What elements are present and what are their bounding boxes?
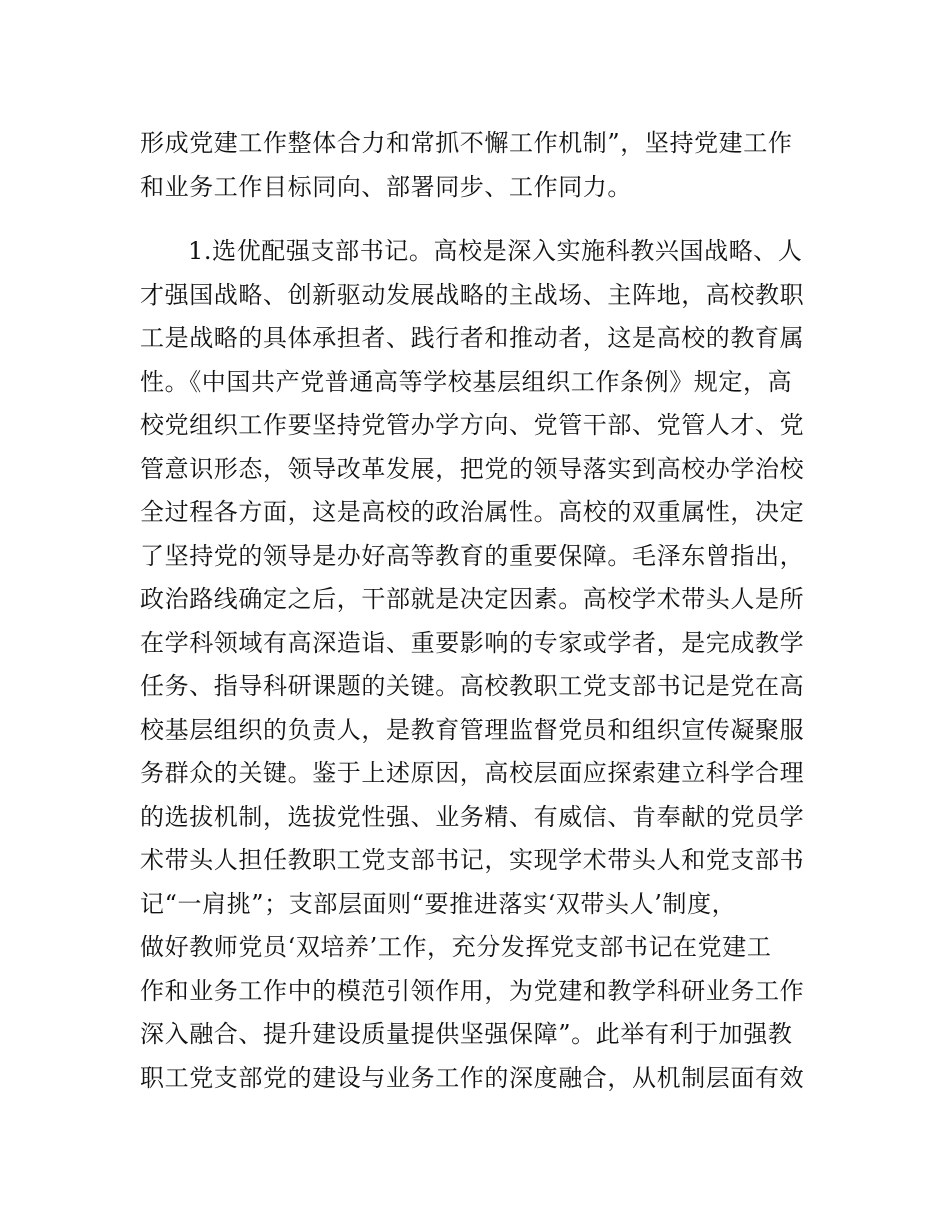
text-line: 工是战略的具体承担者、践行者和推动者，这是高校的教育属 xyxy=(140,324,805,352)
text-line: 政治路线确定之后，干部就是决定因素。高校学术带头人是所 xyxy=(140,585,805,613)
text-line: 管意识形态，领导改革发展，把党的领导落实到高校办学治校 xyxy=(140,454,805,483)
text-line: 深入融合、提升建设质量提供坚强保障”。此举有利于加强教 xyxy=(140,1020,793,1048)
text-line: 的选拔机制，选拔党性强、业务精、有威信、肯奉献的党员学 xyxy=(140,802,805,831)
text-line: 在学科领域有高深造诣、重要影响的专家或学者，是完成教学 xyxy=(140,628,805,657)
text-line: 作和业务工作中的模范引领作用，为党建和教学科研业务工作 xyxy=(140,976,805,1005)
text-line: 做好教师党员‘双培养’工作，充分发挥党支部书记在党建工 xyxy=(140,933,772,961)
text-line: 和业务工作目标同向、部署同步、工作同力。 xyxy=(140,172,632,201)
text-line: 校基层组织的负责人，是教育管理监督党员和组织宣传凝聚服 xyxy=(140,715,805,744)
text-line: 全过程各方面，这是高校的政治属性。高校的双重属性，决定 xyxy=(140,498,805,526)
text-line-first: 1.选优配强支部书记。高校是深入实施科教兴国战略、人 xyxy=(188,237,803,265)
paragraph-1 xyxy=(140,122,820,209)
text-line: 任务、指导科研课题的关键。高校教职工党支部书记是党在高 xyxy=(140,672,805,700)
text-line: 才强国战略、创新驱动发展战略的主战场、主阵地，高校教职 xyxy=(140,280,805,309)
text-line: 术带头人担任教职工党支部书记，实现学术带头人和党支部书 xyxy=(140,846,805,874)
text-line: 校党组织工作要坚持党管办学方向、党管干部、党管人才、党 xyxy=(140,411,805,439)
paragraph-2 xyxy=(140,230,820,1100)
text-line: 记“一肩挑”；支部层面则“要推进落实‘双带头人’制度， xyxy=(140,889,737,918)
text-line: 性。《中国共产党普通高等学校基层组织工作条例》规定，高 xyxy=(140,367,793,396)
text-line: 形成党建工作整体合力和常抓不懈工作机制”，坚持党建工作 xyxy=(140,129,793,157)
text-line: 职工党支部党的建设与业务工作的深度融合，从机制层面有效 xyxy=(140,1063,805,1092)
text-line: 了坚持党的领导是办好高等教育的重要保障。毛泽东曾指出， xyxy=(140,541,805,570)
text-line: 务群众的关键。鉴于上述原因，高校层面应探索建立科学合理 xyxy=(140,759,805,787)
